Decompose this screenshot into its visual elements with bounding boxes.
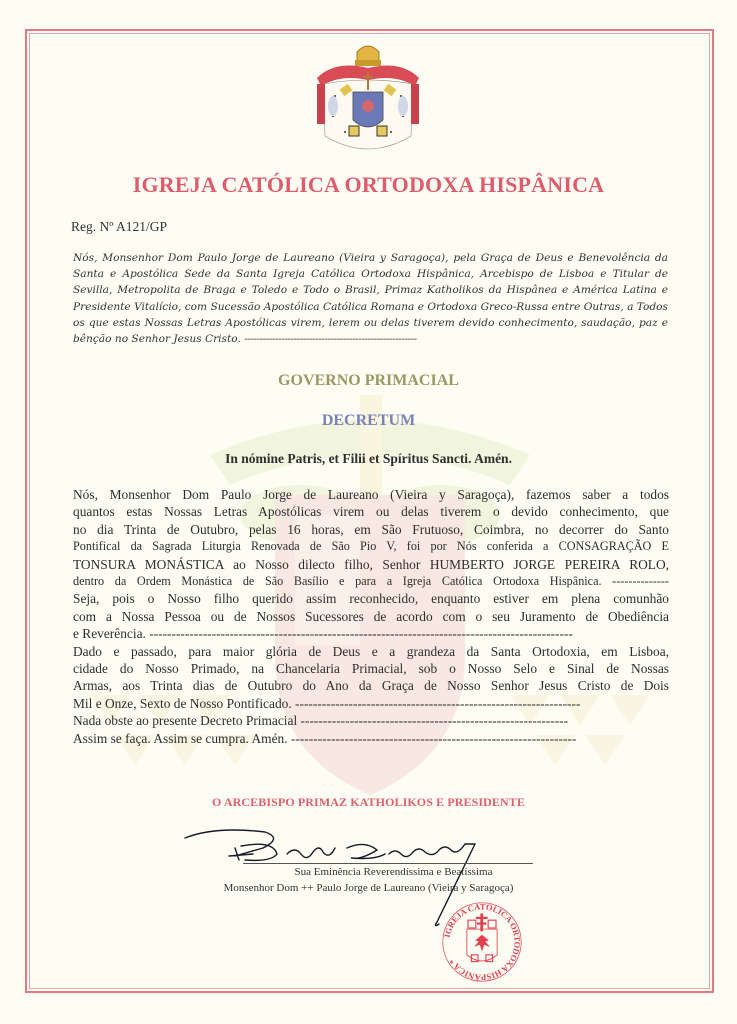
- intro-text: Nós, Monsenhor Dom Paulo Jorge de Laureano (Vieira y Saragoça), pela Graça de Deus e Benevolência da Santa e Apostólica Sede da Santa Igreja Católica Ortodoxa Hispânica, Arcebispo de Lisboa e Titular de Sevilla, Metropolita de Braga e Toledo e Todo o Brasil, Primaz Katholikos da Hispânea e América Latina e Presidente Vitalício, com Sucessão Apostólica Católica Romana e Ortodoxa Greco-Russa entre Outras, a Todos os que estas Nossas Letras Apostólicas virem, lerem ou delas tiverem devido conhecimento, saudação, paz e bênção no Senhor Jesus Cristo.: [73, 252, 668, 346]
- body-line: no dia Trinta de Outubro, pelas 16 horas, em São Frutuoso, Coimbra, no decorrer do Santo: [73, 521, 669, 537]
- body-line: Pontifical da Sagrada Liturgia Renovada de São Pio V, foi por Nós conferida a CONSAGRAÇÃO E: [73, 539, 669, 554]
- seal-text: IGREJA CATÓLICA ORTODOXA HISPÂNICA *: [442, 902, 522, 982]
- body-line: e Reverência. -----------------------------------------------------------------------------------------------: [73, 626, 573, 642]
- body-line: Dado e passado, para maior glória de Deus e a grandeza da Santa Ortodoxia, em Lisboa,: [73, 643, 669, 659]
- body-line: Assim se faça. Assim se cumpra. Amén. ----------------------------------------------------------------: [73, 730, 577, 746]
- signature-subtitle: Sua Eminência Reverendíssima e Beatíssima: [294, 866, 493, 878]
- signature-line: [243, 863, 533, 864]
- signatory-name: Monsenhor Dom ++ Paulo Jorge de Laureano (Vieira y Saragoça): [223, 882, 514, 894]
- heading-governo-primacial: GOVERNO PRIMACIAL: [278, 372, 459, 389]
- body-line: com a Nossa Pessoa ou de Nossos Sucessores de acordo com o seu Juramento de Obediência: [73, 608, 669, 624]
- registration-number: Reg. Nº A121/GP: [71, 219, 168, 234]
- body-line: Mil e Onze, Sexto de Nosso Pontificado. ----------------------------------------------------------------: [73, 695, 581, 711]
- body-line: cidade do Nosso Primado, na Chancelaria Primacial, sob o Nosso Selo e Sinal de Nossas: [73, 661, 669, 677]
- official-seal-icon: [440, 900, 524, 984]
- signature-title: O ARCEBISPO PRIMAZ KATHOLIKOS E PRESIDENTE: [211, 795, 526, 809]
- body-line: Nós, Monsenhor Dom Paulo Jorge de Laureano (Vieira y Saragoça), fazemos saber a todos: [73, 487, 669, 502]
- intro-paragraph: [73, 250, 668, 347]
- church-title: IGREJA CATÓLICA ORTODOXA HISPÂNICA: [132, 172, 605, 197]
- body-line: dentro da Ordem Monástica de São Basílio e para a Igreja Católica Ortodoxa Hispânica. --------------: [73, 574, 669, 589]
- heading-decretum: DECRETUM: [321, 412, 416, 429]
- body-line: Nada obste ao presente Decreto Primacial ------------------------------------------------------------: [73, 713, 569, 729]
- body-line: Armas, aos Trinta dias de Outubro do Ano da Graça de Nosso Senhor Jesus Cristo de Dois: [73, 678, 669, 694]
- body-line: TONSURA MONÁSTICA ao Nosso dilecto filho, Senhor HUMBERTO JORGE PEREIRA ROLO,: [73, 556, 669, 572]
- intro-dash-fill: --------------------------------------------------------: [244, 333, 417, 346]
- invocation: In nómine Patris, et Filii et Spíritus Sancti. Amén.: [225, 451, 512, 466]
- decree-body: [73, 486, 669, 747]
- coat-of-arms-icon: [305, 40, 431, 158]
- body-line: quantos estas Nossas Letras Apostólicas virem ou delas tiverem o devido conhecimento, que: [73, 504, 669, 520]
- body-line: Seja, pois o Nosso filho querido assim reconhecido, enquanto estiver em plena comunhão: [73, 591, 669, 607]
